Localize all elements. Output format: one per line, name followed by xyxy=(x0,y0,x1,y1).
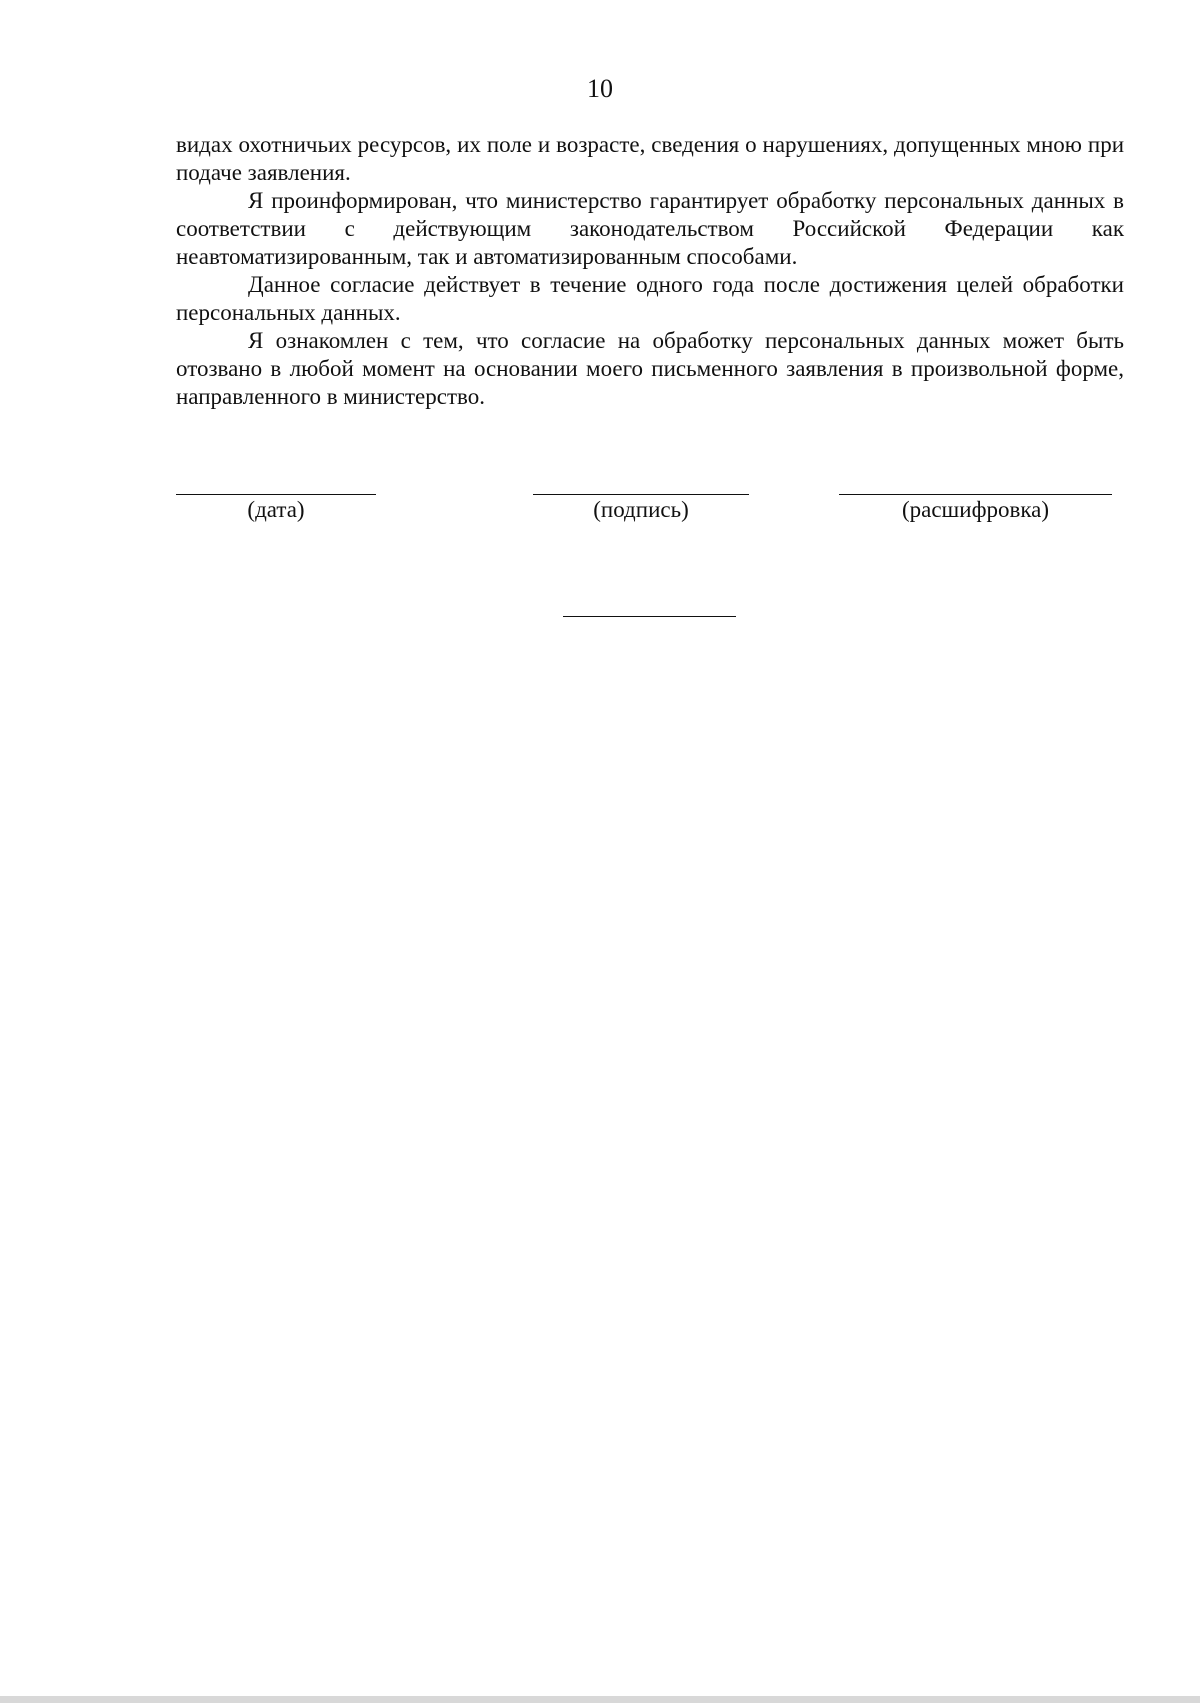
paragraph-revocation: Я ознакомлен с тем, что согласие на обработку персональных данных может быть отозвано в любой момент на основании моего письменного заявления в произвольной форме, направленного в министерство. xyxy=(176,328,1124,409)
end-of-document-rule xyxy=(563,616,736,617)
decoding-field xyxy=(839,494,1112,523)
signature-field xyxy=(533,494,749,523)
paragraph-validity: Данное согласие действует в течение одного года после достижения целей обработки персональных данных. xyxy=(176,272,1124,325)
paragraph-continuation: видах охотничьих ресурсов, их поле и возрасте, сведения о нарушениях, допущенных мною при подаче заявления. xyxy=(176,132,1124,185)
signature-caption: (подпись) xyxy=(593,497,689,522)
date-field xyxy=(176,494,376,523)
scan-bottom-edge xyxy=(0,1696,1200,1703)
page-number: 10 xyxy=(587,74,613,103)
date-caption: (дата) xyxy=(247,497,305,522)
body-text xyxy=(176,131,1124,411)
decoding-caption: (расшифровка) xyxy=(901,497,1050,522)
paragraph-informed: Я проинформирован, что министерство гарантирует обработку персональных данных в соответствии с действующим законодательством Российской Федерации как неавтоматизированным, так и автоматизированным способами. xyxy=(176,188,1124,269)
